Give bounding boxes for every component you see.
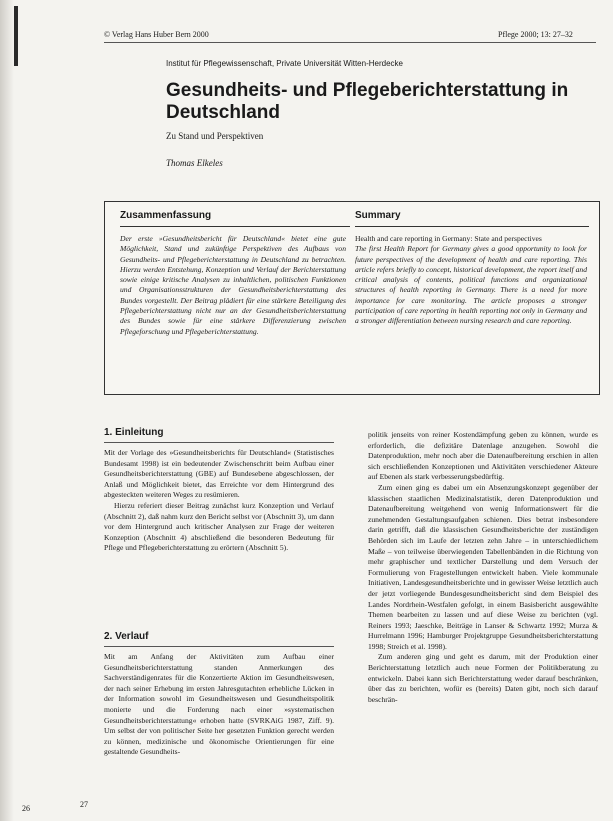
paragraph: Mit am Anfang der Aktivitäten zum Aufbau einer Gesundheitsberichterstattung standen Anmerkungen des Sachverständigenrates für die Konzertierte Aktion im Gesundheitswesen, der nach seiner Erhebung im ersten Jahresgutachten erhebliche Lücken in der Information sowohl im Gesundheitswesen und Gesundheitspolitik monierte und die Forderung nach einer »systematischen Gesundheitsberichterstattung« erhoben hatte (SVRKAiG 1987, Ziff. 9). Um selbst der von politischer Seite her gesetzten Funktion gerecht werden zu können, medizinische und ökonomische Orientierungen für eine gestaltende Gesundheits- <box>104 652 334 757</box>
paragraph: Hierzu referiert dieser Beitrag zunächst kurz Konzeption und Verlauf (Abschnitt 2), daß nahm kurz den Bericht selbst vor (Abschnitt 3), um dann vor dem Hintergrund auch kritischer Analysen zur Frage der weiteren Konzeption (Abschnitt 4) abschließend die besonderen Bedeutung für Pflege und Pflegeberichterstattung zu erörtern (Abschnitt 5). <box>104 500 334 553</box>
abstract-de-rule <box>120 226 350 227</box>
binding-mark <box>14 6 18 66</box>
abstract-en-body <box>355 234 587 327</box>
paragraph: politik jenseits von reiner Kostendämpfung geben zu können, wurde es erforderlich, die defizitäre Datenlage anzugehen. Sowohl die Datenproduktion, mehr noch aber die Datenaufbereitung erschien in allen sich erschließenden Konzeptionen und Aktivitäten verschiedener Akteure auf Ebenen als stark verbesserungsbedürftig. <box>368 430 598 482</box>
abstract-en-heading: Summary <box>355 210 401 221</box>
article-subtitle: Zu Stand und Perspektiven <box>166 131 264 141</box>
abstract-de-heading: Zusammenfassung <box>120 210 212 221</box>
section-heading: 2. Verlauf <box>104 631 149 642</box>
section-rule <box>104 646 334 647</box>
paragraph: Zum einen ging es dabei um ein Absenzungskonzept gegenüber der klassischen staatlichen Medizinalstatistik, deren Datenproduktion und Datenaufbereitung weitgehend von wenig Informationswert für die zunehmenden Gestaltungsaufgaben schienen. Dies betrat insbesondere darin getrifft, daß die klassischen Gesundheitsberichte der zuständigen Behörden sich im Laufe der letzten zehn Jahre – in unterschiedlichem Maße – von teilweise überwiegenden Tabellenbänden in die Richtung von mehr graphischer und textlicher Darstellung und dem Versuch der Formulierung von Fragestellungen entwickelt haben. Viele kommunale Initiativen, Landesgesundheitsberichte und in gewisser Weise letztlich auch der jetzt vorliegende Bundesgesundheitsbericht sind dem Beispiel des Landes Nordrhein-Westfalen gefolgt, in einem Basisbericht ausgewählte Themen bearbeiten zu lassen und auf diese Weise zu berichten (vgl. Reiners 1993; Jaeschke, Beiträge in Lanser & Schwartz 1992; Murza & Hurrelmann 1996; Hamburger Projektgruppe Gesundheitsberichterstattung 1998; Streich et al. 1998). <box>368 482 598 651</box>
abstract-box <box>104 201 600 395</box>
abstract-en-lead: Health and care reporting in Germany: State and perspectives <box>355 234 542 243</box>
copyright-line: © Verlag Hans Huber Bern 2000 <box>104 30 209 39</box>
abstract-en-text: The first Health Report for Germany gives a good opportunity to look for future perspectives of the development of health and care reporting. This article refers briefly to concept, historical development, the report itself and critical analysis of contents, political functions and organizational structures of health reporting in Germany. There is a need for more importance for care monitoring. The article proposes a stronger participation of care reporting in health reporting not only in Germany and a stronger differentiation between nursing research and care reporting. <box>355 244 587 326</box>
section-rule <box>104 442 334 443</box>
article-title: Gesundheits- und Pflegeberichterstattung in Deutschland <box>166 80 569 123</box>
page-number-right: 27 <box>80 800 88 809</box>
section-verlauf <box>104 631 334 758</box>
institute-line: Institut für Pflegewissenschaft, Private Universität Witten-Herdecke <box>166 59 403 68</box>
page-number-left: 26 <box>22 804 30 813</box>
section-einleitung <box>104 427 334 554</box>
header-rule <box>104 42 596 43</box>
journal-reference: Pflege 2000; 13: 27–32 <box>498 30 573 39</box>
article-author: Thomas Elkeles <box>166 158 223 168</box>
paragraph: Zum anderen ging und geht es darum, mit der Produktion einer Berichterstattung letztlich auch neue Formen der Politikberatung zu entwickeln. Dabei kann sich Berichterstattung weder darauf beschränken, über das zu berichten, wofür es (bereits) Daten gibt, noch sich darauf beschrän- <box>368 652 598 704</box>
abstract-en-rule <box>355 226 589 227</box>
scan-shadow <box>0 0 14 821</box>
abstract-de-text: Der erste »Gesundheitsbericht für Deutschland« bietet eine gute Möglichkeit, Stand und zukünftige Perspektiven des Aufbaus von Gesundheits- und Pflegeberichterstattung in Deutschland zu betrachten. Hierzu werden Entstehung, Konzeption und Verlauf der Berichterstattung sowie einige kritische Analysen zu inhaltlichen, politischen Funktionen und Organisationsstrukturen der Gesundheitsberichterstattung des Bundes vorgestellt. Der Beitrag plädiert für eine stärkere Beteiligung des Pflegeberichterstattung nicht nur an der Gesundheitsberichterstattung des Bundes sowie für eine stärkere Differenzierung zwischen Pflegeforschung und Pflegeberichterstattung. <box>120 234 346 336</box>
section-heading: 1. Einleitung <box>104 427 164 438</box>
right-column <box>368 430 598 705</box>
paragraph: Mit der Vorlage des »Gesundheitsberichts für Deutschland« (Statistisches Bundesamt 1998) ist ein bedeutender Zwischenschritt beim Aufbau einer Gesundheitsberichterstattung (GBE) auf Bundesebene abgeschlossen, der Anlaß und Möglichkeit bietet, das Erreichte vor dem Hintergrund des abgesteckten weiteren Weges zu resümieren. <box>104 448 334 500</box>
